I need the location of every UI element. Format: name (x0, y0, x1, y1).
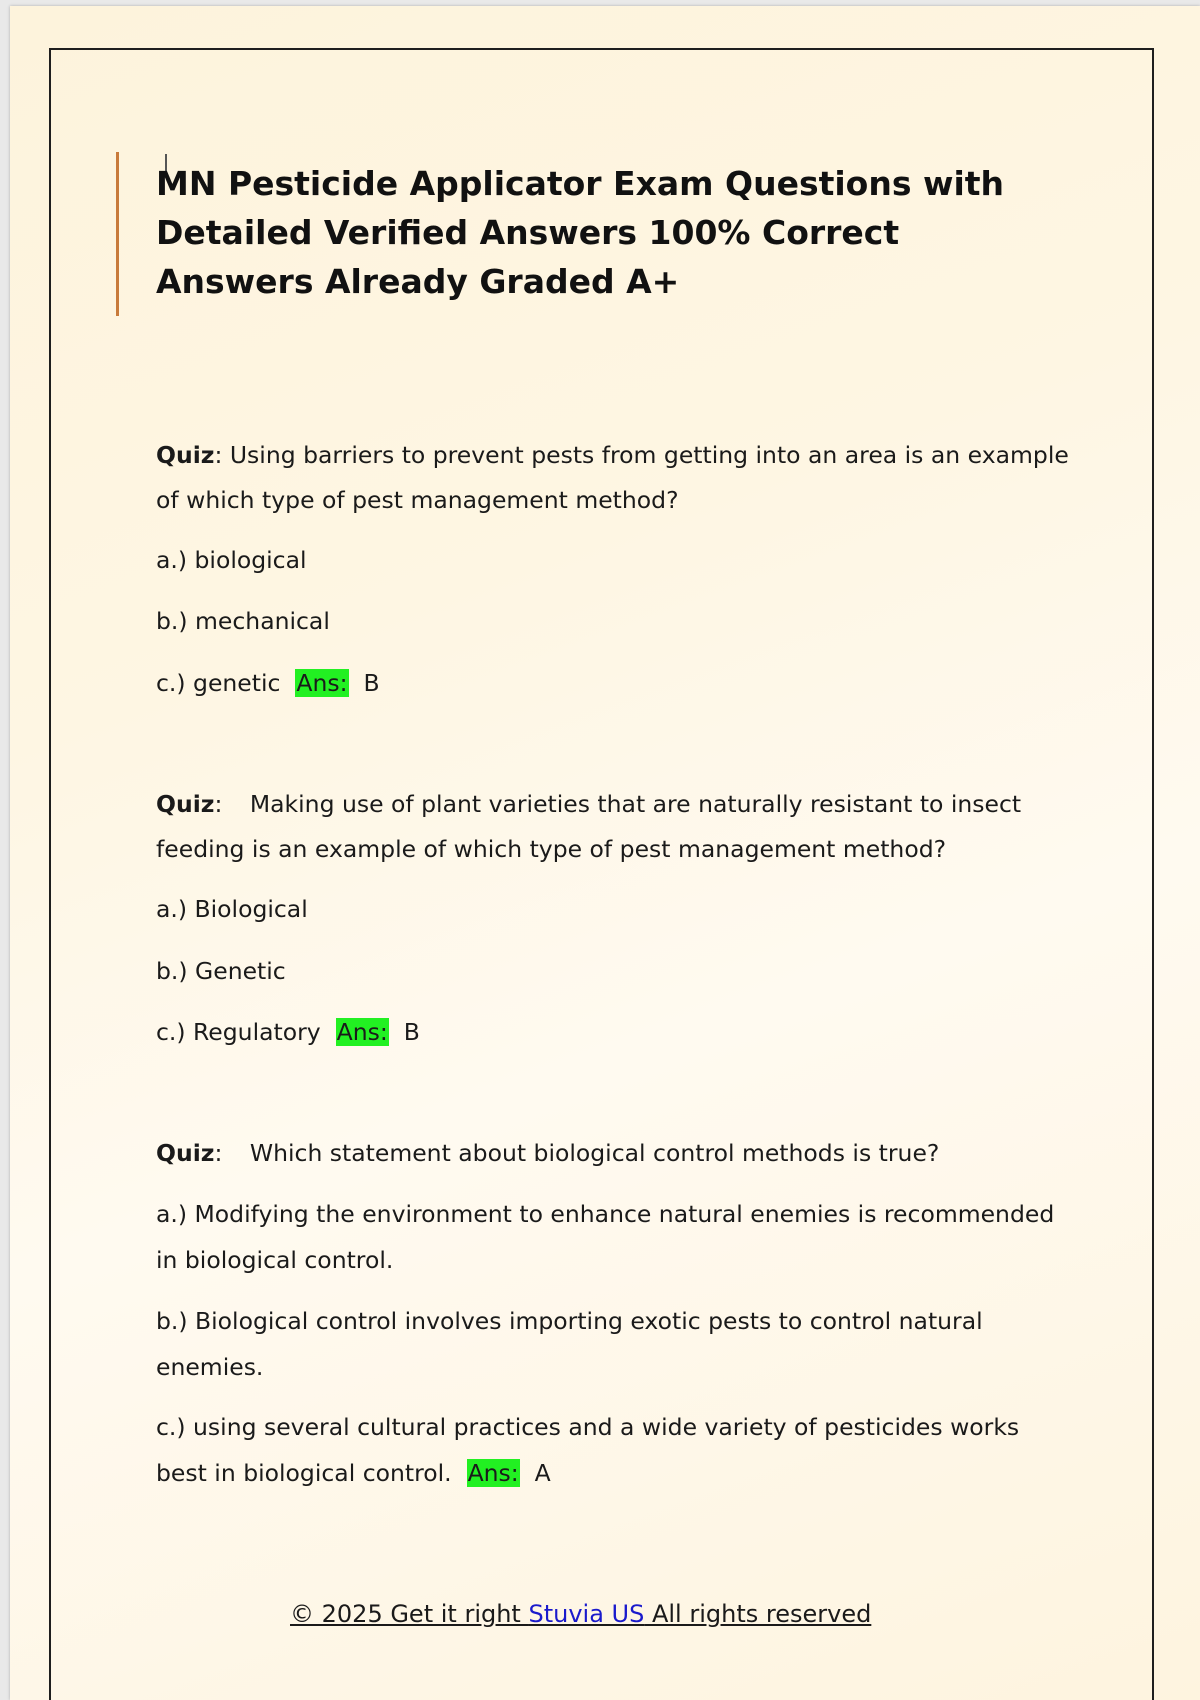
quiz-label: Quiz (156, 1139, 215, 1167)
document-title: MN Pesticide Applicator Exam Questions with Detailed Verified Answers 100% Correct Answers Already Graded A+ (156, 164, 1005, 301)
quiz-2-question: Quiz: Making use of plant varieties that are naturally resistant to insect feeding is an example of which type of pest management method? (156, 790, 1022, 863)
option-text: c.) genetic (156, 669, 281, 697)
quiz-2-option-c (156, 1017, 420, 1047)
quiz-1-question: Quiz: Using barriers to prevent pests from getting into an area is an example of which type of pest management method? (156, 441, 1069, 514)
quiz-3-option-a: a.) Modifying the environment to enhance natural enemies is recommended in biological control. (156, 1200, 1055, 1274)
title-accent-bar (116, 152, 119, 316)
answer-value: B (403, 1018, 420, 1046)
answer-value: A (534, 1459, 551, 1487)
answer-highlight: Ans: (296, 669, 348, 697)
footer-prefix: © 2025 Get it right (290, 1600, 529, 1628)
stuvia-link[interactable]: Stuvia US (528, 1600, 645, 1628)
quiz-2-option-a: a.) Biological (156, 895, 308, 923)
answer-value: B (363, 669, 380, 697)
quiz-1-option-c (156, 668, 380, 698)
quiz-3-question: Quiz: Which statement about biological control methods is true? (156, 1139, 940, 1167)
answer-highlight: Ans: (336, 1018, 388, 1046)
option-text: c.) using several cultural practices and a wide variety of pesticides works best in biological control. (156, 1413, 1020, 1487)
quiz-question-text: Which statement about biological control methods is true? (249, 1139, 940, 1167)
option-text: c.) Regulatory (156, 1018, 321, 1046)
footer-suffix: All rights reserved (644, 1600, 872, 1628)
quiz-1-option-b: b.) mechanical (156, 607, 330, 635)
quiz-3-option-b: b.) Biological control involves importing exotic pests to control natural enemies. (156, 1307, 983, 1381)
quiz-label: Quiz (156, 790, 215, 818)
quiz-3-option-c (156, 1404, 1076, 1496)
quiz-2-option-b: b.) Genetic (156, 957, 286, 985)
answer-highlight: Ans: (467, 1459, 519, 1487)
quiz-question-text: Making use of plant varieties that are naturally resistant to insect feeding is an example of which type of pest management method? (156, 790, 1022, 863)
document-page (10, 6, 1200, 1700)
copyright-footer (290, 1600, 871, 1628)
quiz-label: Quiz (156, 441, 215, 469)
quiz-question-text: Using barriers to prevent pests from getting into an area is an example of which type of pest management method? (156, 441, 1069, 514)
quiz-1-option-a: a.) biological (156, 546, 307, 574)
